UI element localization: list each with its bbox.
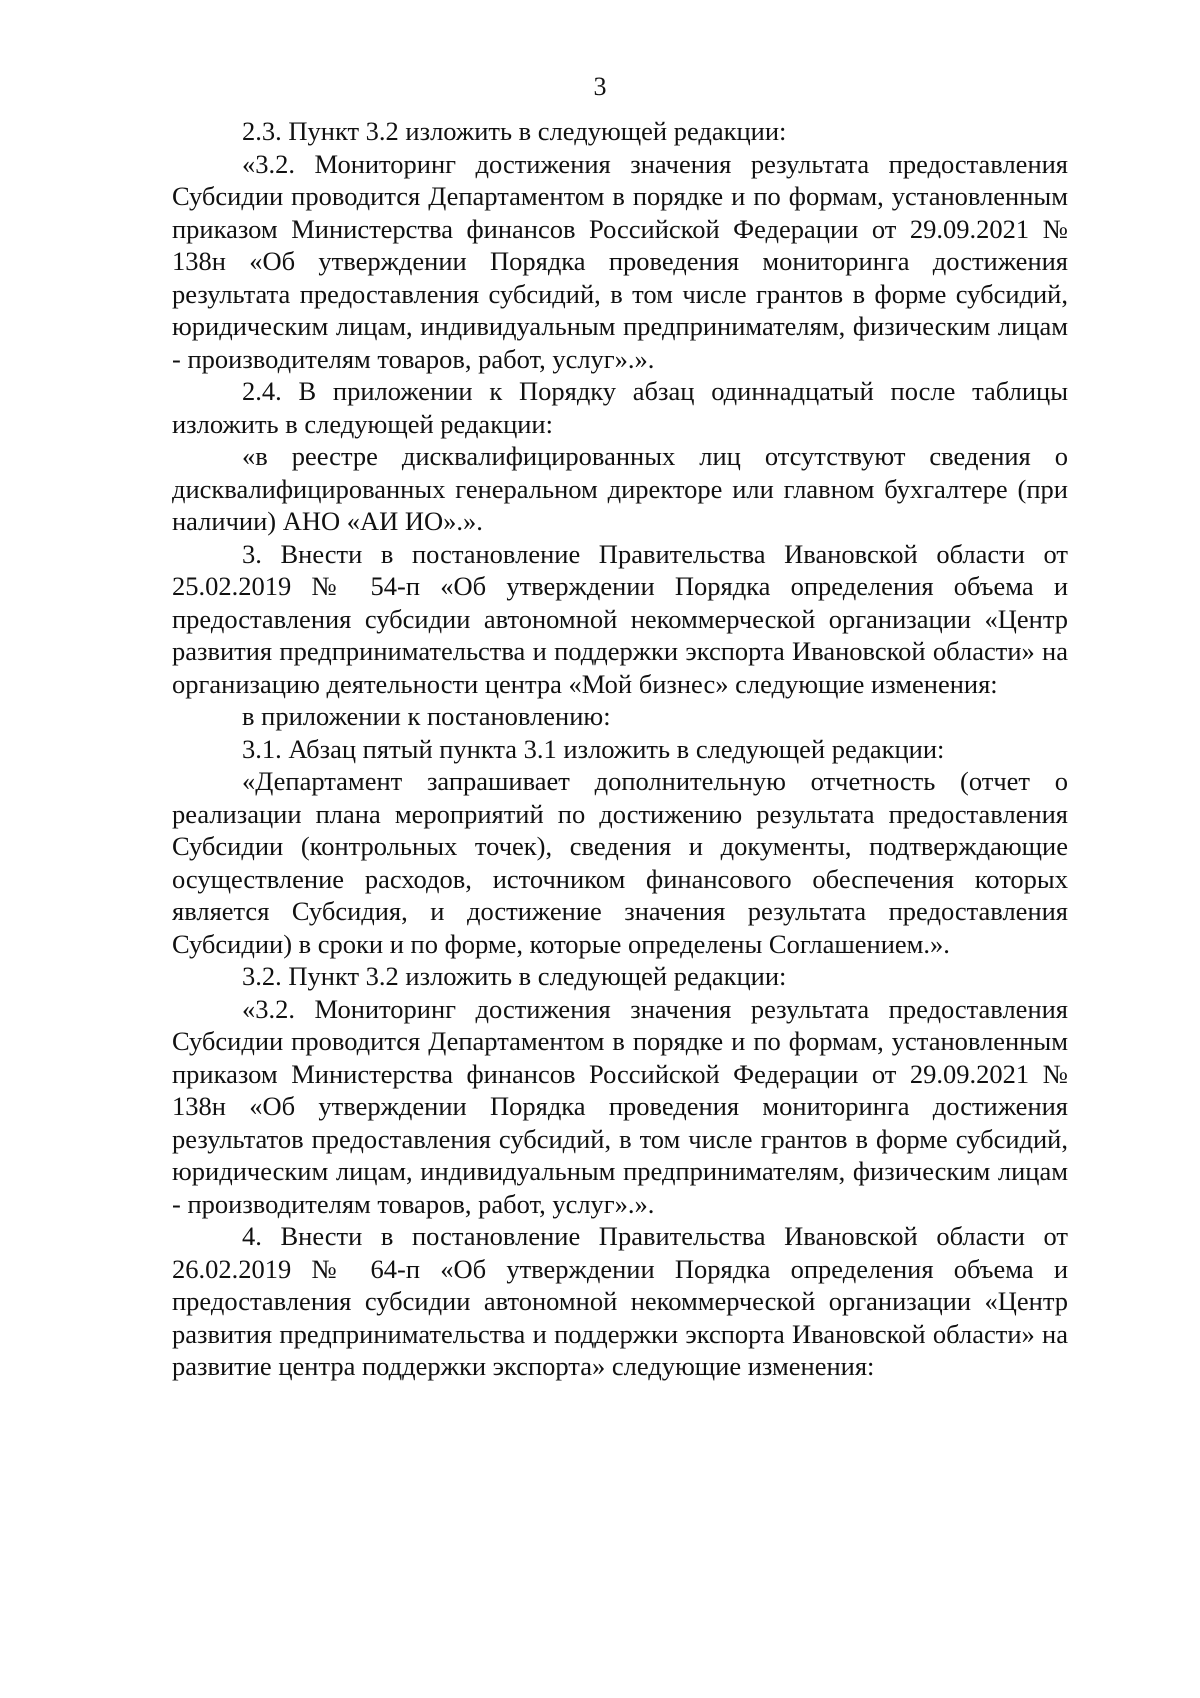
- paragraph-3-heading: 3. Внести в постановление Правительства Ивановской области от 25.02.2019 № 54-п «Об утверждении Порядка определения объема и предоставления субсидии автономной некоммерческой организации «Центр развития предпринимательства и поддержки экспорта Ивановской области» на организацию деятельности центра «Мой бизнес» следующие изменения:: [172, 538, 1068, 699]
- paragraph-2-4-heading: 2.4. В приложении к Порядку абзац одиннадцатый после таблицы изложить в следующей редакции:: [172, 376, 1068, 439]
- paragraph-3-1-text: «Департамент запрашивает дополнительную отчетность (отчет о реализации плана мероприятий по достижению результата предоставления Субсидии (контрольных точек), сведения и документы, подтверждающие осуществление расходов, источником финансового обеспечения которых является Субсидия, и достижение значения результата предоставления Субсидии) в сроки и по форме, которые определены Соглашением.».: [172, 766, 1068, 959]
- paragraph-3-2-heading: 3.2. Пункт 3.2 изложить в следующей редакции:: [242, 961, 787, 991]
- page-number: 3: [593, 72, 607, 101]
- paragraph-3-intro: в приложении к постановлению:: [242, 701, 611, 731]
- paragraph-2-3-text: «3.2. Мониторинг достижения значения результата предоставления Субсидии проводится Департаментом в порядке и по формам, установленным приказом Министерства финансов Российской Федерации от 29.09.2021 № 138н «Об утверждении Порядка проведения мониторинга достижения результата предоставления субсидий, в том числе грантов в форме субсидий, юридическим лицам, индивидуальным предпринимателям, физическим лицам - производителям товаров, работ, услуг».».: [172, 148, 1068, 374]
- paragraph-3-1-heading: 3.1. Абзац пятый пункта 3.1 изложить в следующей редакции:: [242, 733, 945, 764]
- paragraph-4-heading: 4. Внести в постановление Правительства Ивановской области от 26.02.2019 № 64-п «Об утверждении Порядка определения объема и предоставления субсидии автономной некоммерческой организации «Центр развития предпринимательства и поддержки экспорта Ивановской области» на развитие центра поддержки экспорта» следующие изменения:: [172, 1221, 1068, 1381]
- document-body: [172, 115, 1068, 1383]
- paragraph-3-2-text: «3.2. Мониторинг достижения значения результата предоставления Субсидии проводится Департаментом в порядке и по формам, установленным приказом Министерства финансов Российской Федерации от 29.09.2021 № 138н «Об утверждении Порядка проведения мониторинга достижения результатов предоставления субсидий, в том числе грантов в форме субсидий, юридическим лицам, индивидуальным предпринимателям, физическим лицам - производителям товаров, работ, услуг».».: [172, 993, 1068, 1219]
- paragraph-2-3-heading: 2.3. Пункт 3.2 изложить в следующей редакции:: [242, 116, 787, 146]
- paragraph-2-4-text: «в реестре дисквалифицированных лиц отсутствуют сведения о дисквалифицированных генеральном директоре или главном бухгалтере (при наличии) АНО «АИ ИО».».: [172, 441, 1068, 536]
